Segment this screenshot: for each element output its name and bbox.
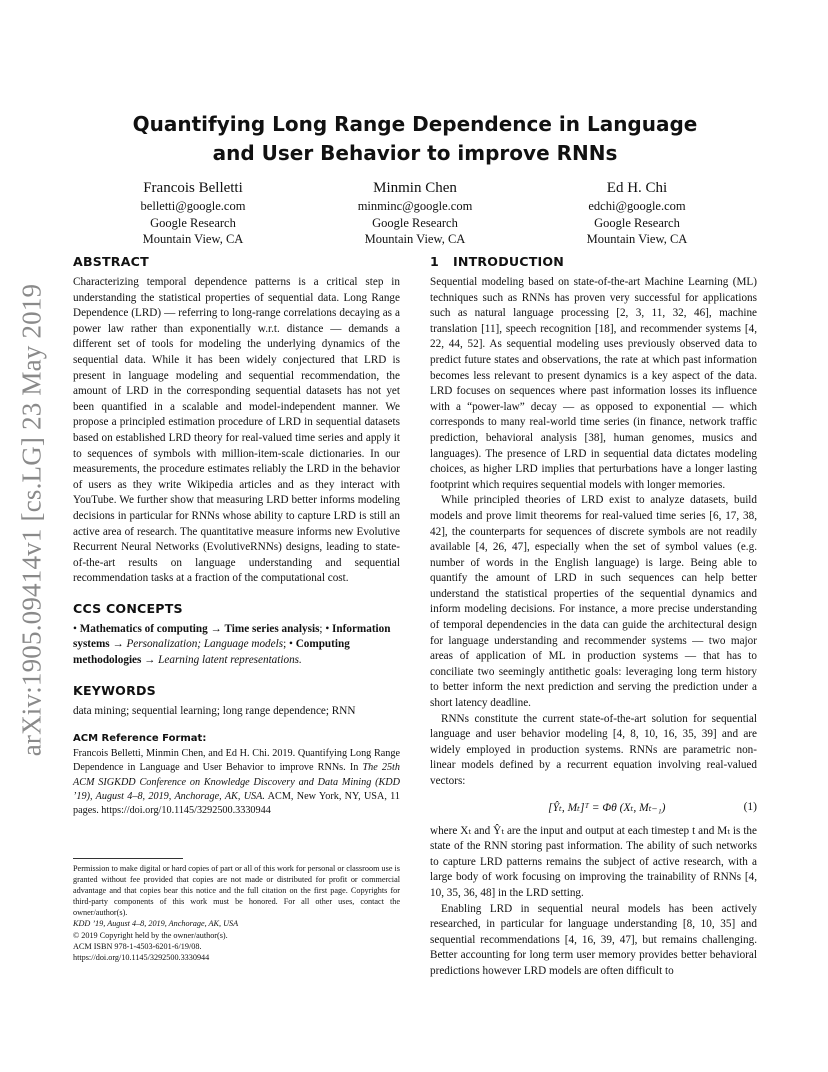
author-location: Mountain View, CA: [142, 232, 244, 246]
author-email: minminc@google.com: [357, 199, 473, 213]
author-name: Minmin Chen: [373, 180, 457, 196]
equation-expression: [Ŷₜ, Mₜ]ᵀ = Φθ (Xₜ, Mₜ₋₁): [548, 801, 666, 814]
footnote-divider: [73, 858, 183, 859]
paper-title: [80, 110, 750, 168]
author-location: Mountain View, CA: [586, 232, 688, 246]
author-block-2: [315, 178, 515, 248]
ccs-concepts-section: [73, 601, 400, 669]
intro-paragraph-5: Enabling LRD in sequential neural models has been actively researched, in particular for language understanding [8, 10, 35] and sequential recommendations [4, 16, 39, 47], but remains challenging. Better accounting for long term user memory provides better behavioral predictions however LRD models are often difficult to: [430, 902, 757, 977]
author-block-1: [93, 178, 293, 248]
ccs-concept-term: Learning latent representations.: [158, 654, 302, 667]
ccs-concept-term: Mathematics of computing: [79, 622, 208, 635]
permission-notice: Permission to make digital or hard copies of part or all of this work for personal or classroom use is granted without fee provided that copies are not made or distributed for profit or commercial advantage and that copies bear this notice and the full citation on the first page. Copyrights for third-party components of this work must be honored. For all other uses, contact the owner/author(s).: [73, 864, 400, 918]
acm-reference-heading: ACM Reference Format:: [73, 733, 207, 745]
author-email: belletti@google.com: [140, 199, 246, 213]
ccs-concept-term: Computing methodologies: [73, 638, 350, 667]
acm-reference-text: Francois Belletti, Minmin Chen, and Ed H. Chi. 2019. Quantifying Long Range Dependence in Language and User Behavior to improve RNNs. In The 25th ACM SIGKDD Conference on Knowledge Discovery and Data Mining (KDD ’19), August 4–8, 2019, Anchorage, AK, USA. ACM, New York, NY, USA, 11 pages. https://doi.org/10.1145/3292500.3330944: [73, 748, 400, 817]
section-number: 1: [430, 254, 439, 269]
keywords-text: data mining; sequential learning; long range dependence; RNN: [73, 704, 356, 717]
copyright-footnote: [73, 863, 400, 963]
doi-line: https://doi.org/10.1145/3292500.3330944: [73, 952, 210, 962]
author-affiliation: Google Research: [372, 215, 458, 230]
ccs-concept-term: Time series analysis: [224, 622, 320, 635]
ccs-concept-term: Information systems: [73, 622, 391, 651]
left-column: [73, 254, 400, 818]
ccs-concept-term: Personalization; Language models: [126, 638, 284, 651]
conference-line: KDD ’19, August 4–8, 2019, Anchorage, AK, USA: [73, 919, 239, 929]
right-column: [430, 254, 757, 980]
author-location: Mountain View, CA: [364, 232, 466, 246]
paper-title-line-2: and User Behavior to improve RNNs: [212, 141, 618, 165]
arxiv-identifier-stamp: [14, 280, 50, 760]
rnn-equation: [430, 800, 757, 814]
copyright-line: © 2019 Copyright held by the owner/author(s).: [73, 930, 228, 940]
acm-reference-section: [73, 733, 400, 818]
keywords-heading: KEYWORDS: [73, 682, 156, 698]
intro-paragraph-4: where Xₜ and Ŷₜ are the input and output at each timestep t and Mₜ is the state of the RNN storing past information. The ability of such networks to capture LRD patterns remains the subject of active research, with a large body of work focusing on improving the trainability of RNNs [4, 10, 35, 36, 48] in the LRD setting.: [430, 824, 757, 899]
equation-number: (1): [743, 800, 757, 813]
author-name: Ed H. Chi: [606, 180, 668, 196]
keywords-section: [73, 683, 400, 720]
author-affiliation: Google Research: [594, 215, 680, 230]
author-email: edchi@google.com: [588, 199, 686, 213]
abstract-text: Characterizing temporal dependence patterns is a critical step in understanding the statistical properties of sequential data. Long Range Dependence (LRD) — referring to long-range correlations decaying as a power law rather than exponentially w.r.t. distance — demands a different set of tools for modeling the underlying dynamics of the sequential data. While it has been widely conjectured that LRD is present in language modeling and sequential recommendation, the amount of LRD in the corresponding sequential datasets has not yet been quantified in a scalable and model-independent manner. We propose a principled estimation procedure of LRD in sequential datasets based on established LRD theory for real-valued time series and apply it to sequences of symbols with million-item-scale dictionaries. In our measurements, the procedure estimates reliably the LRD in the behavior of users as they write Wikipedia articles and as they interact with YouTube. We further show that measuring LRD better informs modeling decisions in particular for RNNs whose ability to capture LRD is still an active area of research. The quantitative measure informs new Evolutive Recurrent Neural Networks (EvolutiveRNNs) designs, leading to state-of-the-art results on language understanding and sequential recommendation tasks at a fraction of the computational cost.: [73, 276, 400, 585]
arxiv-identifier-text: arXiv:1905.09414v1 [cs.LG] 23 May 2019: [16, 283, 47, 757]
intro-paragraph-1: Sequential modeling based on state-of-the-art Machine Learning (ML) techniques such as RNNs has proven very successful for applications such as natural language processing [2, 3, 11, 32, 46], machine translation [11], speech recognition [18], and recommender systems [4, 22, 44, 52]. As sequential modeling uses previously observed data to predict future states and observations, the rate at which past information becomes less relevant to present dynamics is a key aspect of the data. LRD focuses on sequences where past information losses its influence with a “power-law” decay — as opposed to exponential — which corresponds to many real-world time series (in finance, network traffic prediction, behavioral analysis [38], human genomes, musics and languages). The presence of LRD in sequential data dictates modeling choices, as higher LRD implies that perturbations have a longer lasting footprint which requires sequential models with longer memories.: [430, 276, 757, 491]
isbn-line: ACM ISBN 978-1-4503-6201-6/19/08.: [73, 941, 202, 951]
author-name: Francois Belletti: [143, 180, 243, 196]
author-affiliation: Google Research: [150, 215, 236, 230]
author-block-3: [537, 178, 737, 248]
paper-title-line-1: Quantifying Long Range Dependence in Language: [132, 112, 698, 136]
abstract-heading: ABSTRACT: [73, 254, 149, 269]
intro-paragraph-2: While principled theories of LRD exist to analyze datasets, build models and prove limit theorems for real-valued time series [6, 17, 38, 42], the counterparts for sequences of discrete symbols are not readily available [4, 26, 47], especially when the set of symbol values (e.g. number of words in the English language) is large. Being able to quantify the amount of LRD in such sequences can help better understand the statistical properties of the sequential dynamics and inform modeling decisions. For instance, a more precise understanding of temporal dependencies in the data can guide the architectural design for language understanding and recommender systems — two major areas of application of ML in production systems — that has to conciliate two seemingly antithetic goals: leveraging long term history to better inform the next prediction and serving the prediction under a short latency deadline.: [430, 494, 757, 710]
intro-paragraph-3: RNNs constitute the current state-of-the-art solution for sequential language and user behavior modeling [4, 8, 10, 16, 35, 39] and are widely employed in production systems. RNNs are parametric non-linear models defined by a recurrent equation involving real-valued vectors:: [430, 712, 757, 787]
introduction-heading: 1 INTRODUCTION: [430, 254, 565, 269]
ccs-concepts-heading: CCS CONCEPTS: [73, 600, 183, 616]
ccs-concepts-text: • Mathematics of computing → Time series analysis; • Information systems → Personalization; Language models; • Computing methodologies → Learning latent representations.: [73, 622, 391, 667]
introduction-section: [430, 254, 757, 980]
abstract-section: [73, 254, 400, 587]
